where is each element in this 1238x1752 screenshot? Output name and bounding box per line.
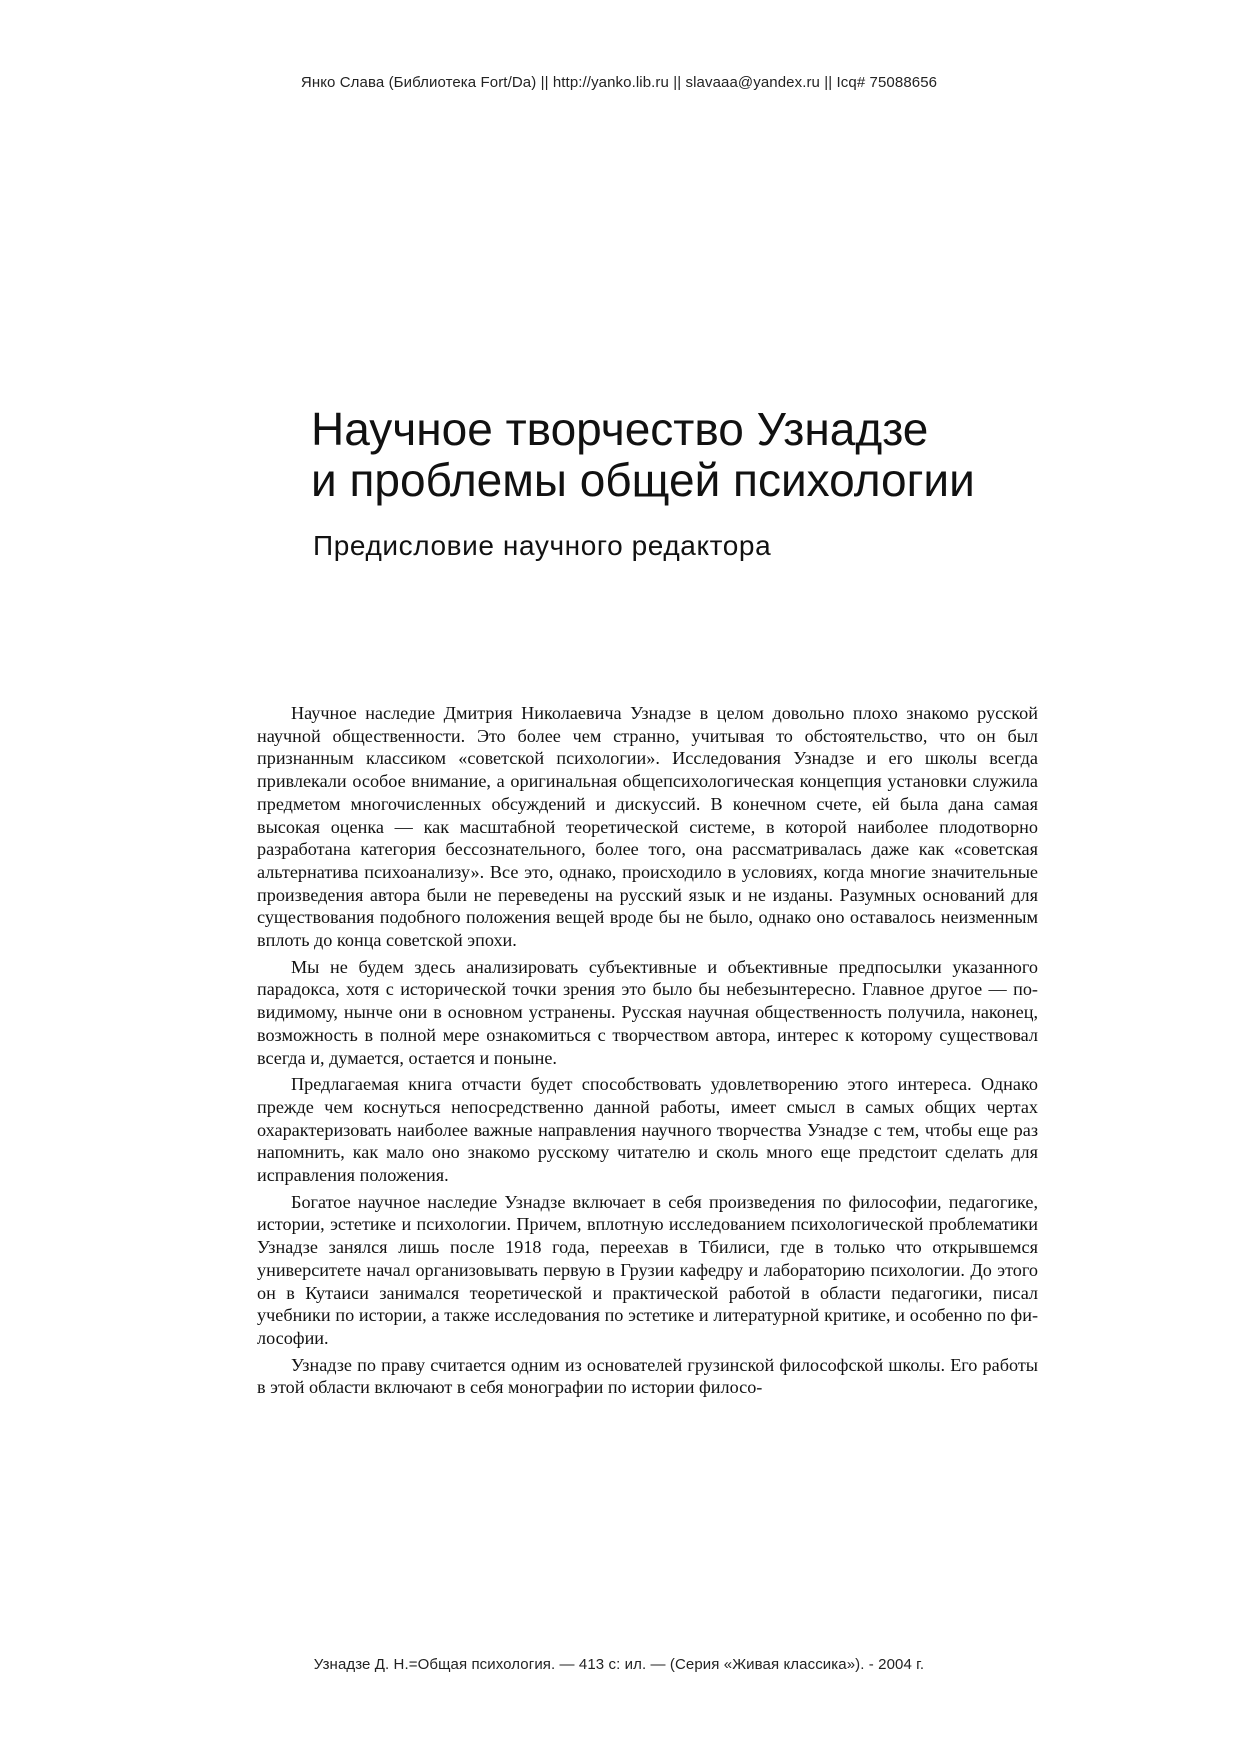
chapter-subtitle: Предисловие научного редактора — [313, 530, 772, 561]
header-line: Янко Слава (Библиотека Fort/Da) || http://yanko.lib.ru || slavaaa@yandex.ru || Icq# 75088656 — [300, 74, 938, 91]
chapter-title — [311, 404, 1111, 506]
footer-line: Узнадзе Д. Н.=Общая психология. — 413 с: ил. — (Серия «Живая классика»). - 2004 г. — [313, 1656, 925, 1673]
paragraph: Узнадзе по праву считается одним из основателей грузинской философской школы. Его работы в этой области включают в себя монографии по истории филосо- — [257, 1354, 1038, 1398]
title-line-1: Научное творчество Узнадзе — [311, 403, 929, 455]
paragraph: Мы не будем здесь анализировать субъективные и объективные предпосылки указанного парадокса, хотя с исторической точки зрения это было бы небезынтересно. Главное другое — по-видимому, нынче они в основном устранены. Русская научная общественность получила, наконец, возможность в полной мере ознакомиться с творчеством автора, интерес к которому существовал всегда и, думается, остается и поныне. — [257, 956, 1038, 1068]
body-text — [257, 702, 1038, 1399]
paragraph: Предлагаемая книга отчасти будет способствовать удовлетворению этого интереса. Однако прежде чем коснуться непосредственно данной работы, имеет смысл в самых общих чертах охарактеризовать наиболее важные направления научного творчества Узнадзе с тем, чтобы еще раз напомнить, как мало оно знакомо русскому читателю и сколь много еще предстоит сделать для исправления положения. — [257, 1074, 1038, 1186]
paragraph: Научное наследие Дмитрия Николаевича Узнадзе в целом довольно плохо знакомо русской научной общественности. Это более чем странно, учитывая то обстоятельство, что он был признанным классиком «советской психологии». Исследования Узнадзе и его школы всегда привлекали особое внимание, а оригинальная общепсихологическая концепция установки служила предметом многочисленных обсуждений и дискуссий. В конечном счете, ей была дана самая высокая оценка — как масштабной теоретической системе, в которой наиболее плодотворно разработана категория бессознательного, более того, она рассматривалась даже как «советская альтернатива психоанализу». Все это, однако, происходило в условиях, когда многие значительные произведения автора были не переведены на русский язык и не изданы. Разумных оснований для существования подобного положения вещей вроде бы не было, однако оно оставалось неизменным вплоть до конца советской эпохи. — [257, 703, 1038, 951]
paragraph: Богатое научное наследие Узнадзе включает в себя произведения по философии, педагогике, истории, эстетике и психологии. Причем, вплотную исследованием психологической проблематики Узнадзе занялся лишь после 1918 года, переехав в Тбилиси, где в только что открывшемся университете начал организовывать первую в Грузии кафедру и лабораторию психологии. До этого он в Кутаиси занимался теоретической и практической работой в области педагогики, писал учебники по истории, а также исследования по эстетике и литературной критике, и особенно по философии. — [257, 1191, 1038, 1348]
title-line-2: и проблемы общей психологии — [311, 454, 975, 506]
